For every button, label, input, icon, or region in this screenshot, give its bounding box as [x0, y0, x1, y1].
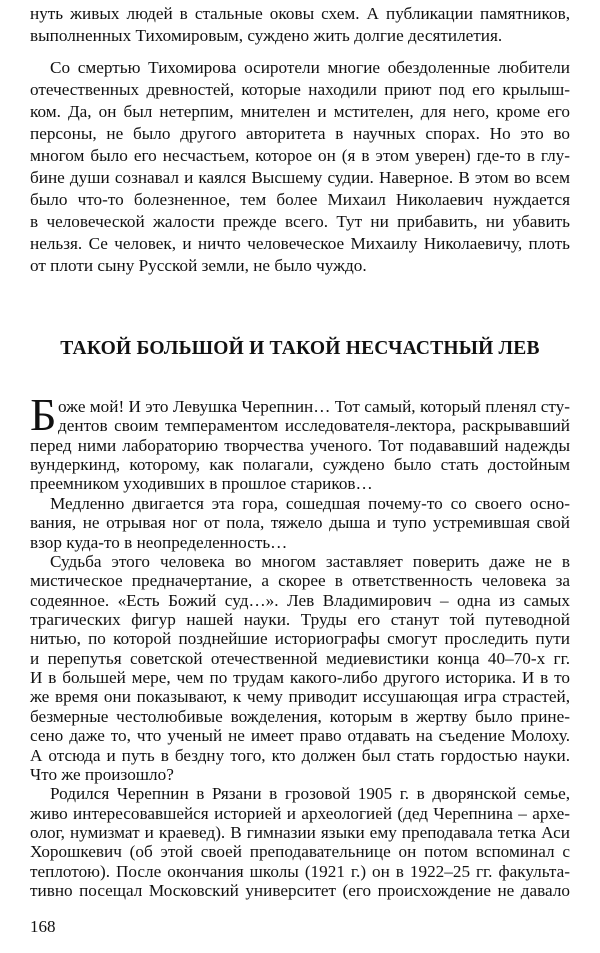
text-line: сено даже то, что ученый не имеет право отдавать на съедение Молоху.: [30, 726, 570, 746]
text-line: дентов своим темпераментом исследователя-лектора, раскрывавший: [58, 416, 570, 436]
text-line: выполненных Тихомировым, суждено жить долгие десятилетия.: [30, 26, 503, 45]
drop-cap: Б: [30, 389, 57, 440]
text-line: Судьба этого человека во многом заставляет поверить даже не в: [50, 551, 570, 571]
text-line: содеянное. «Есть Божий суд…». Лев Владимирович – одна из самых: [30, 590, 570, 610]
text-line: ком. Да, он был нетерпим, мнителен и мстителен, для него, кроме его: [30, 102, 570, 121]
text-line: вундеркинд, которому, как полагали, суждено было стать достойным: [30, 455, 570, 475]
text-line: Медленно двигается эта гора, сошедшая почему-то со своего осно-: [50, 493, 570, 513]
text-line: вания, не отрывая ног от пола, тяжело дыша и тупо устремившая свой: [30, 513, 570, 533]
text-line: А отсюда и путь в бездну того, кто должен был стать гордостью науки.: [30, 745, 570, 765]
text-line: мистическое предначертание, а скорее в ответственность человека за: [30, 571, 570, 591]
text-line: в человеческой жалости прежде всего. Тут ни прибавить, ни убавить: [30, 212, 570, 231]
text-line: нуть живых людей в стальные оковы схем. А публикации памятников,: [30, 4, 570, 23]
text-line: же время они показывают, к чему приводит иссушающая игра страстей,: [30, 687, 570, 707]
text-line: олог, нумизмат и краевед). В гимназии языки ему преподавала тетка Аси: [30, 822, 570, 842]
text-line: живо интересовавшейся историей и археологией (дед Черепнина – архе-: [30, 803, 570, 823]
text-line: было что-то болезненное, тем более Михаил Николаевич нуждается: [30, 190, 570, 209]
text-line: преемником уходивших в прошлое стариков…: [30, 474, 373, 494]
page-number: 168: [30, 917, 56, 936]
text-line: взор куда-то в неопределенность…: [30, 532, 288, 552]
text-line: перед ними лабораторию творчества ученого. Тот подававший надежды: [30, 435, 570, 455]
text-line: нельзя. Се человек, и ничто человеческое Михаилу Николаевичу, плоть: [30, 234, 570, 253]
text-line: теплотою). После окончания школы (1921 г.) он в 1922–25 гг. факульта-: [30, 861, 570, 881]
text-line: Хорошкевич (об этой своей преподавательнице он потом вспоминал с: [30, 842, 570, 862]
text-line: И в большей мере, чем по трудам какого-либо другого историка. И в то: [30, 668, 570, 687]
text-line: от плоти сыну Русской земли, не было чуждо.: [30, 256, 367, 275]
chapter-title: ТАКОЙ БОЛЬШОЙ И ТАКОЙ НЕСЧАСТНЫЙ ЛЕВ: [60, 338, 540, 359]
text-line: Родился Черепнин в Рязани в грозовой 1905 г. в дворянской семье,: [50, 784, 570, 804]
text-line: оже мой! И это Левушка Черепнин… Тот самый, который пленял сту-: [58, 397, 570, 416]
text-line: и перепутья советской отечественной медиевистики конца 40–70-х гг.: [30, 648, 570, 668]
text-line: отечественных древностей, которые находили приют под его крылыш-: [30, 80, 570, 99]
text-line: многом было его несчастьем, которое он (я в этом уверен) где-то в глу-: [30, 146, 570, 165]
text-line: Со смертью Тихомирова осиротели многие обездоленные любители: [50, 58, 570, 77]
text-line: бине души сознавал и каялся Высшему судии. Наверное. В этом во всем: [30, 168, 570, 187]
text-line: Что же произошло?: [30, 764, 174, 784]
text-line: тивно посещал Московский университет (его происхождение не давало: [30, 881, 570, 900]
text-line: нитью, по которой позднейшие историографы смогут проследить пути: [30, 629, 570, 649]
text-line: персоны, не было другого авторитета в научных спорах. Но это во: [30, 124, 570, 143]
text-line: безмерные честолюбивые вожделения, которым в жертву было прине-: [30, 706, 570, 726]
text-line: трагических фигур нашей науки. Труды его станут той путеводной: [30, 610, 570, 629]
